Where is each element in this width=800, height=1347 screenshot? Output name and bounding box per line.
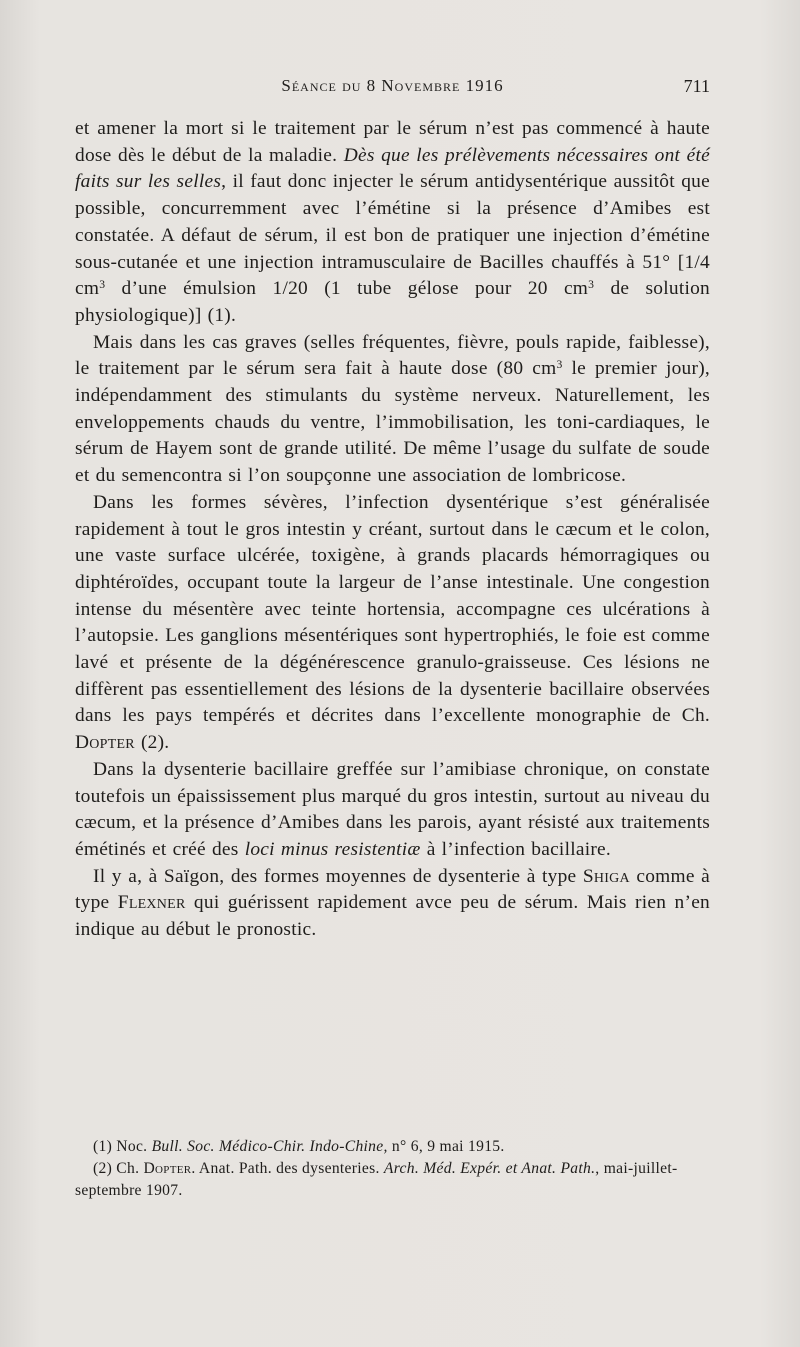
bacillus-type-shiga: Shiga	[582, 865, 630, 887]
paragraph-3: Dans les formes sévères, l’infection dysentérique s’est généralisée rapidement à tout le gros intestin y créant, surtout dans le cæcum et le colon, une vaste surface ulcérée, toxigène, à grands placards hémorragiques ou diphtéroïdes, occupant toute la largeur de l’anse intestinale. Une congestion intense du mésentère avec teinte hortensia, accompagne ces ulcérations à l’autopsie. Les ganglions mésentériques sont hypertrophiés, le foie est comme lavé et présente de la dégénérescence granulo-graisseuse. Ces lésions ne diffèrent pas essentiellement des lésions de la dysenterie bacillaire observées dans les pays tempérés et décrites dans l’excellente monographie de Ch. Dopter (2).	[75, 491, 710, 754]
footnotes	[75, 1136, 710, 1202]
italic-phrase: Dès que les prélèvements nécessaires ont été faits sur les selles	[75, 144, 710, 193]
author-name: Dopter	[75, 732, 135, 754]
footnote-2: (2) Ch. Dopter. Anat. Path. des dysenteries. Arch. Méd. Expér. et Anat. Path., mai-juillet-septembre 1907.	[75, 1160, 678, 1199]
footnote-1: (1) Noc. Bull. Soc. Médico-Chir. Indo-Chine, n° 6, 9 mai 1915.	[93, 1138, 505, 1155]
paragraph-5: Il y a, à Saïgon, des formes moyennes de dysenterie à type Shiga comme à type Flexner qui guérissent rapidement avce peu de sérum. Mais rien n’en indique au début le pronostic.	[75, 865, 711, 941]
body-text	[75, 116, 710, 944]
running-head	[75, 76, 710, 102]
bacillus-type-flexner: Flexner	[117, 892, 186, 914]
running-title: Séance du 8 Novembre 1916	[281, 76, 504, 95]
italic-phrase: loci minus resistentiæ	[244, 838, 421, 860]
page-number: 711	[683, 76, 710, 96]
paragraph-4: Dans la dysenterie bacillaire greffée sur l’amibiase chronique, on constate toutefois un épaississement plus marqué du gros intestin, surtout au niveau du cæcum, et la présence d’Amibes dans les parois, ayant résisté aux traitements émétinés et créé des loci minus resistentiæ à l’infection bacillaire.	[75, 758, 710, 860]
paragraph-1: et amener la mort si le traitement par le sérum n’est pas commencé à haute dose dès le début de la maladie. Dès que les prélèvements nécessaires ont été faits sur les selles, il faut donc injecter le sérum antidysentérique aussitôt que possible, concurremment avec l’émétine si la présence d’Amibes est constatée. A défaut de sérum, il est bon de pratiquer une injection d’émétine sous-cutanée et une injection intramusculaire de Bacilles chauffés à 51° [1/4 $cm^3$ d’une émulsion 1/20 (1 tube gélose pour 20 $cm^3$ de solution physiologique)] (1).	[75, 118, 710, 326]
paragraph-2: Mais dans les cas graves (selles fréquentes, fièvre, pouls rapide, faiblesse), le traitement par le sérum sera fait à haute dose (80 $cm^3$ le premier jour), indépendamment des stimulants du système nerveux. Naturellement, les enveloppements chauds du ventre, l’immobilisation, les toni-cardiaques, le sérum de Hayem sont de grande utilité. De même l’usage du sulfate de soude et du semencontra si l’on soupçonne une association de lombricose.	[75, 331, 710, 487]
